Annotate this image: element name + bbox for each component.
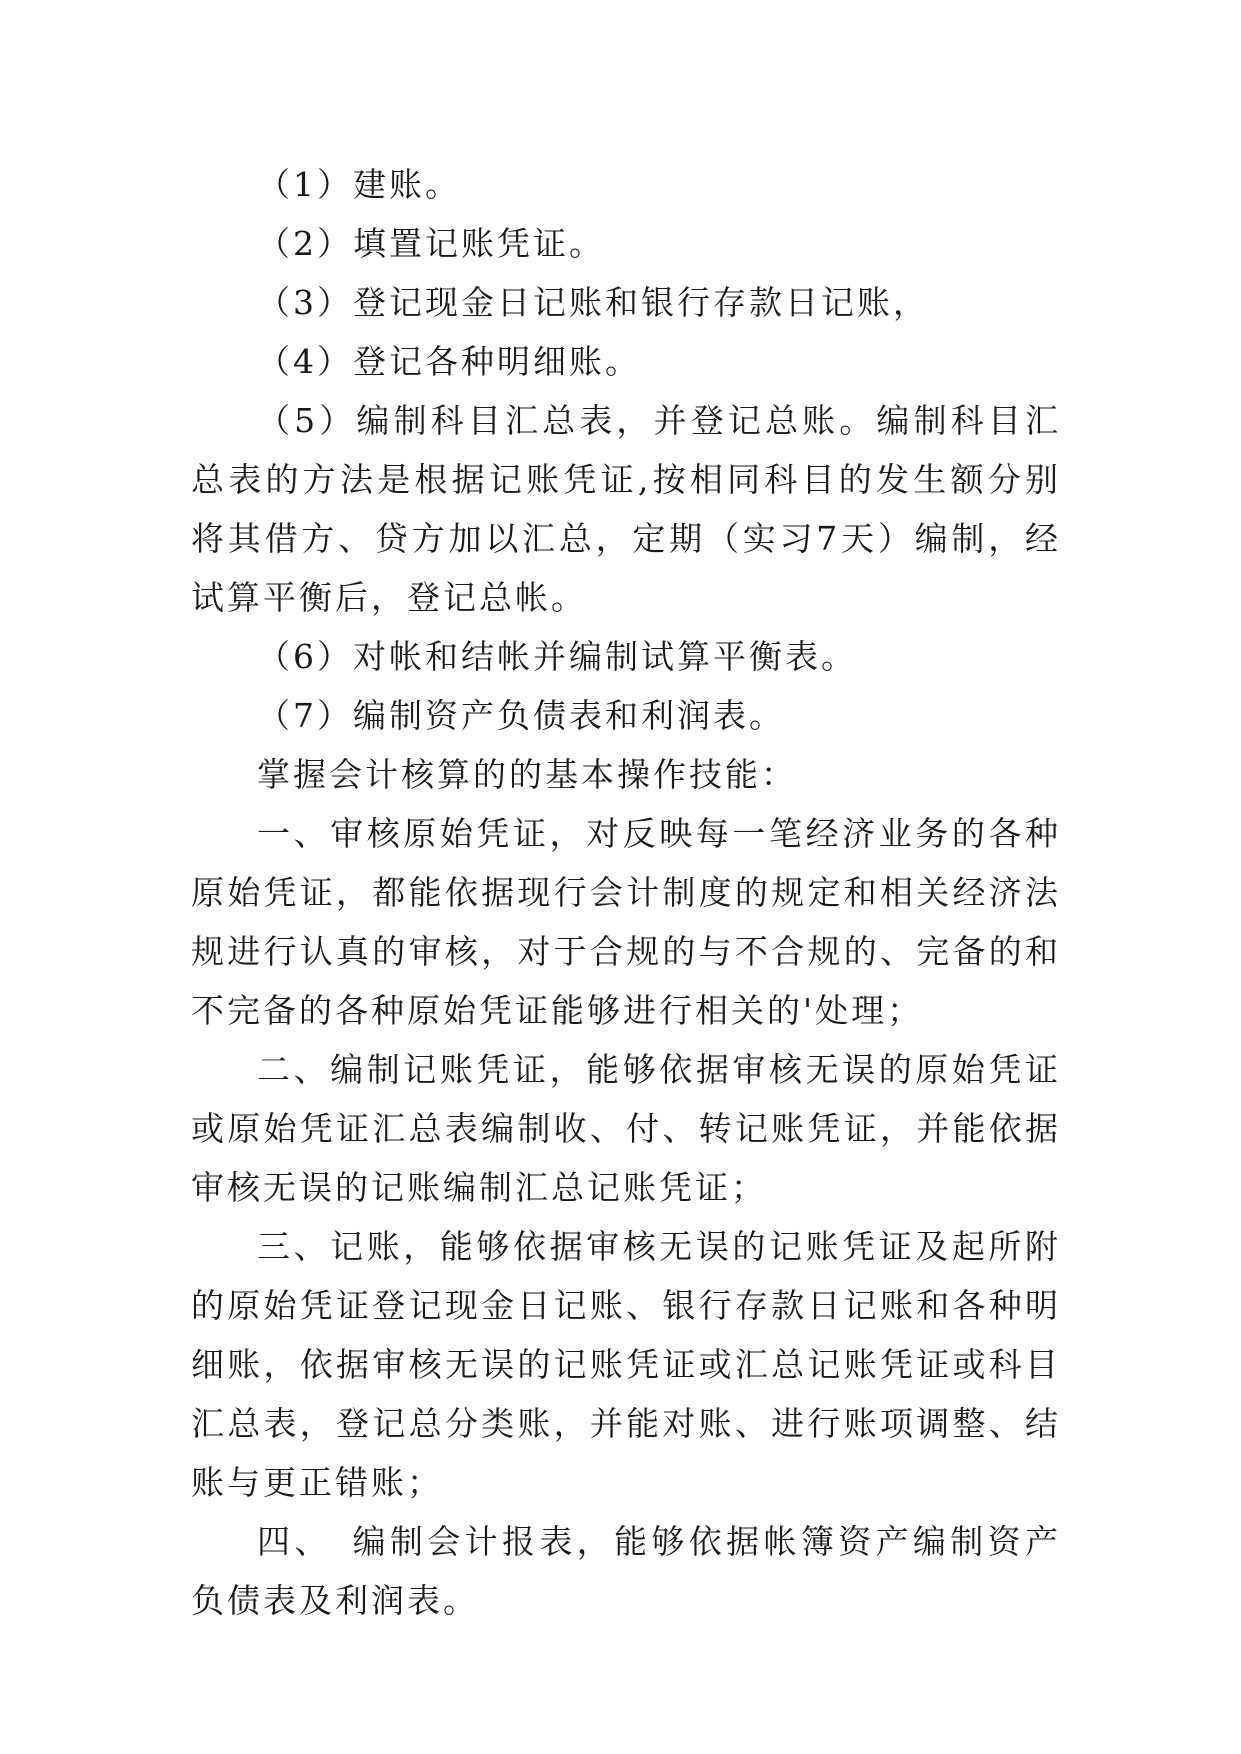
paragraph-step-1: （1）建账。 [257,165,461,204]
paragraph-step-4: （4）登记各种明细账。 [257,342,641,381]
paragraph-skills-heading: 掌握会计核算的的基本操作技能： [257,755,797,794]
paragraph-step-5: （5）编制科目汇总表，并登记总账。编制科目汇总表的方法是根据记账凭证,按相同科目的发生额分别将其借方、贷方加以汇总，定期（实习7天）编制，经试算平衡后，登记总帐。 [191,401,1061,617]
paragraph-skill-3: 三、记账，能够依据审核无误的记账凭证及起所附的原始凭证登记现金日记账、银行存款日记账和各种明细账，依据审核无误的记账凭证或汇总记账凭证或科目汇总表，登记总分类账，并能对账、进行账项调整、结账与更正错账； [191,1227,1061,1502]
paragraph-step-7: （7）编制资产负债表和利润表。 [257,696,785,735]
paragraph-skill-4: 四、 编制会计报表，能够依据帐簿资产编制资产负债表及利润表。 [191,1522,1061,1620]
paragraph-step-2: （2）填置记账凭证。 [257,224,605,263]
paragraph-skill-2: 二、编制记账凭证，能够依据审核无误的原始凭证或原始凭证汇总表编制收、付、转记账凭证，并能依据审核无误的记账编制汇总记账凭证； [191,1050,1061,1207]
paragraph-skill-1: 一、审核原始凭证，对反映每一笔经济业务的各种原始凭证，都能依据现行会计制度的规定和相关经济法规进行认真的审核，对于合规的与不合规的、完备的和不完备的各种原始凭证能够进行相关的'处理； [191,814,1061,1030]
paragraph-step-3: （3）登记现金日记账和银行存款日记账， [257,283,929,322]
paragraph-step-6: （6）对帐和结帐并编制试算平衡表。 [257,637,857,676]
document-body [191,155,1061,1630]
